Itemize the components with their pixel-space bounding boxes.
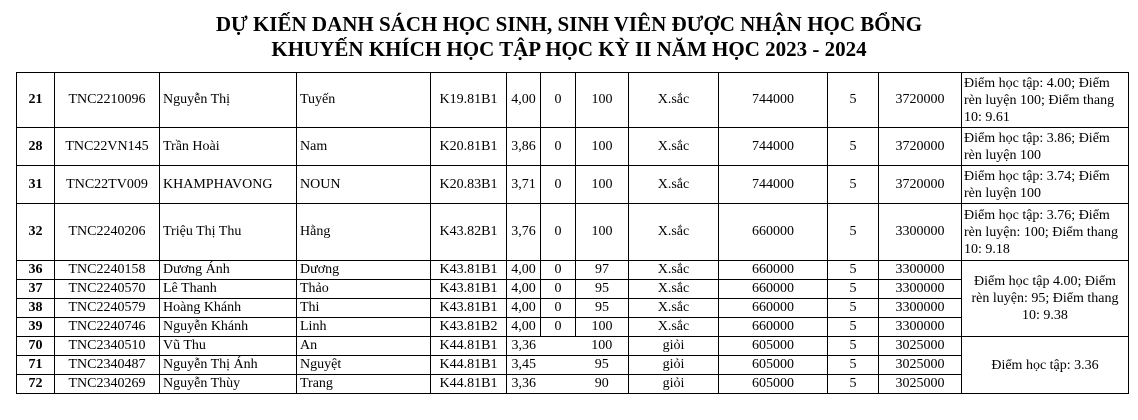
class-cell: K43.82B1 <box>431 204 507 261</box>
total-cell: 3300000 <box>879 318 962 337</box>
conduct-cell: 90 <box>576 375 629 394</box>
note-cell: Điểm học tập: 3.74; Điểm rèn luyện 100 <box>962 166 1129 204</box>
note-cell: Điểm học tập: 3.36 <box>962 337 1129 394</box>
student-id-cell: TNC2340269 <box>55 375 160 394</box>
note-cell: Điểm học tập: 3.86; Điểm rèn luyện 100 <box>962 128 1129 166</box>
surname-cell: Nguyễn Thị <box>160 73 297 128</box>
given-name-cell: NOUN <box>297 166 431 204</box>
table-row <box>17 337 1129 356</box>
gpa-cell: 4,00 <box>507 299 541 318</box>
amount-cell: 660000 <box>719 318 828 337</box>
zero-cell: 0 <box>541 73 576 128</box>
table-row <box>17 128 1129 166</box>
zero-cell: 0 <box>541 166 576 204</box>
conduct-cell: 100 <box>576 318 629 337</box>
student-id-cell: TNC22TV009 <box>55 166 160 204</box>
given-name-cell: Thảo <box>297 280 431 299</box>
amount-cell: 605000 <box>719 375 828 394</box>
conduct-cell: 95 <box>576 299 629 318</box>
gpa-cell: 3,36 <box>507 337 541 356</box>
stt-cell: 71 <box>17 356 55 375</box>
amount-cell: 660000 <box>719 280 828 299</box>
class-cell: K44.81B1 <box>431 375 507 394</box>
gpa-cell: 3,45 <box>507 356 541 375</box>
class-cell: K19.81B1 <box>431 73 507 128</box>
zero-cell <box>541 337 576 356</box>
total-cell: 3300000 <box>879 280 962 299</box>
stt-cell: 39 <box>17 318 55 337</box>
conduct-cell: 100 <box>576 73 629 128</box>
scholarship-table <box>16 72 1129 394</box>
total-cell: 3720000 <box>879 166 962 204</box>
rank-cell: X.sắc <box>629 299 719 318</box>
stt-cell: 70 <box>17 337 55 356</box>
class-cell: K44.81B1 <box>431 337 507 356</box>
table-row <box>17 261 1129 280</box>
student-id-cell: TNC2240570 <box>55 280 160 299</box>
note-cell: Điểm học tập: 4.00; Điểm rèn luyện 100; Điểm thang 10: 9.61 <box>962 73 1129 128</box>
zero-cell: 0 <box>541 204 576 261</box>
conduct-cell: 100 <box>576 166 629 204</box>
amount-cell: 660000 <box>719 204 828 261</box>
total-cell: 3025000 <box>879 375 962 394</box>
page-title-line2: KHUYẾN KHÍCH HỌC TẬP HỌC KỲ II NĂM HỌC 2023 - 2024 <box>271 37 867 61</box>
stt-cell: 36 <box>17 261 55 280</box>
student-id-cell: TNC2340510 <box>55 337 160 356</box>
stt-cell: 31 <box>17 166 55 204</box>
given-name-cell: Nam <box>297 128 431 166</box>
given-name-cell: Trang <box>297 375 431 394</box>
given-name-cell: Dương <box>297 261 431 280</box>
total-cell: 3300000 <box>879 261 962 280</box>
class-cell: K20.81B1 <box>431 128 507 166</box>
gpa-cell: 3,76 <box>507 204 541 261</box>
surname-cell: Nguyễn Khánh <box>160 318 297 337</box>
rank-cell: X.sắc <box>629 261 719 280</box>
class-cell: K44.81B1 <box>431 356 507 375</box>
stt-cell: 32 <box>17 204 55 261</box>
table-row <box>17 204 1129 261</box>
rank-cell: X.sắc <box>629 204 719 261</box>
rank-cell: X.sắc <box>629 128 719 166</box>
amount-cell: 605000 <box>719 356 828 375</box>
zero-cell: 0 <box>541 128 576 166</box>
conduct-cell: 97 <box>576 261 629 280</box>
amount-cell: 744000 <box>719 128 828 166</box>
class-cell: K43.81B1 <box>431 299 507 318</box>
table-row <box>17 73 1129 128</box>
total-cell: 3300000 <box>879 204 962 261</box>
months-cell: 5 <box>828 375 879 394</box>
surname-cell: Vũ Thu <box>160 337 297 356</box>
rank-cell: giỏi <box>629 375 719 394</box>
months-cell: 5 <box>828 356 879 375</box>
zero-cell <box>541 375 576 394</box>
class-cell: K43.81B1 <box>431 280 507 299</box>
surname-cell: Dương Ánh <box>160 261 297 280</box>
student-id-cell: TNC2240206 <box>55 204 160 261</box>
student-id-cell: TNC2240746 <box>55 318 160 337</box>
rank-cell: X.sắc <box>629 318 719 337</box>
rank-cell: X.sắc <box>629 280 719 299</box>
given-name-cell: Tuyến <box>297 73 431 128</box>
surname-cell: Triệu Thị Thu <box>160 204 297 261</box>
surname-cell: Nguyễn Thùy <box>160 375 297 394</box>
student-id-cell: TNC2240579 <box>55 299 160 318</box>
student-id-cell: TNC22VN145 <box>55 128 160 166</box>
rank-cell: giỏi <box>629 356 719 375</box>
amount-cell: 744000 <box>719 73 828 128</box>
zero-cell: 0 <box>541 280 576 299</box>
months-cell: 5 <box>828 166 879 204</box>
stt-cell: 37 <box>17 280 55 299</box>
stt-cell: 21 <box>17 73 55 128</box>
surname-cell: Nguyễn Thị Ánh <box>160 356 297 375</box>
amount-cell: 744000 <box>719 166 828 204</box>
surname-cell: Trần Hoài <box>160 128 297 166</box>
months-cell: 5 <box>828 128 879 166</box>
note-cell: Điểm học tập 4.00; Điểm rèn luyện: 95; Điểm thang 10: 9.38 <box>962 261 1129 337</box>
conduct-cell: 95 <box>576 356 629 375</box>
surname-cell: Hoàng Khánh <box>160 299 297 318</box>
total-cell: 3300000 <box>879 299 962 318</box>
total-cell: 3025000 <box>879 337 962 356</box>
months-cell: 5 <box>828 318 879 337</box>
months-cell: 5 <box>828 337 879 356</box>
page-title-line1: DỰ KIẾN DANH SÁCH HỌC SINH, SINH VIÊN ĐƯỢC NHẬN HỌC BỔNG <box>215 12 923 36</box>
zero-cell: 0 <box>541 261 576 280</box>
conduct-cell: 100 <box>576 128 629 166</box>
rank-cell: giỏi <box>629 337 719 356</box>
student-id-cell: TNC2210096 <box>55 73 160 128</box>
given-name-cell: Nguyệt <box>297 356 431 375</box>
class-cell: K43.81B1 <box>431 261 507 280</box>
class-cell: K43.81B2 <box>431 318 507 337</box>
conduct-cell: 100 <box>576 204 629 261</box>
months-cell: 5 <box>828 73 879 128</box>
student-id-cell: TNC2240158 <box>55 261 160 280</box>
amount-cell: 660000 <box>719 261 828 280</box>
given-name-cell: Thi <box>297 299 431 318</box>
amount-cell: 605000 <box>719 337 828 356</box>
note-cell: Điểm học tập: 3.76; Điểm rèn luyện: 100; Điểm thang 10: 9.18 <box>962 204 1129 261</box>
gpa-cell: 3,71 <box>507 166 541 204</box>
given-name-cell: Hằng <box>297 204 431 261</box>
conduct-cell: 100 <box>576 337 629 356</box>
total-cell: 3025000 <box>879 356 962 375</box>
given-name-cell: Linh <box>297 318 431 337</box>
months-cell: 5 <box>828 261 879 280</box>
stt-cell: 38 <box>17 299 55 318</box>
stt-cell: 28 <box>17 128 55 166</box>
rank-cell: X.sắc <box>629 166 719 204</box>
conduct-cell: 95 <box>576 280 629 299</box>
surname-cell: KHAMPHAVONG <box>160 166 297 204</box>
gpa-cell: 4,00 <box>507 261 541 280</box>
stt-cell: 72 <box>17 375 55 394</box>
gpa-cell: 4,00 <box>507 280 541 299</box>
gpa-cell: 3,86 <box>507 128 541 166</box>
table-row <box>17 166 1129 204</box>
surname-cell: Lê Thanh <box>160 280 297 299</box>
total-cell: 3720000 <box>879 73 962 128</box>
amount-cell: 660000 <box>719 299 828 318</box>
student-id-cell: TNC2340487 <box>55 356 160 375</box>
months-cell: 5 <box>828 299 879 318</box>
gpa-cell: 4,00 <box>507 73 541 128</box>
gpa-cell: 3,36 <box>507 375 541 394</box>
zero-cell <box>541 356 576 375</box>
months-cell: 5 <box>828 204 879 261</box>
zero-cell: 0 <box>541 299 576 318</box>
given-name-cell: An <box>297 337 431 356</box>
rank-cell: X.sắc <box>629 73 719 128</box>
total-cell: 3720000 <box>879 128 962 166</box>
gpa-cell: 4,00 <box>507 318 541 337</box>
months-cell: 5 <box>828 280 879 299</box>
class-cell: K20.83B1 <box>431 166 507 204</box>
zero-cell: 0 <box>541 318 576 337</box>
